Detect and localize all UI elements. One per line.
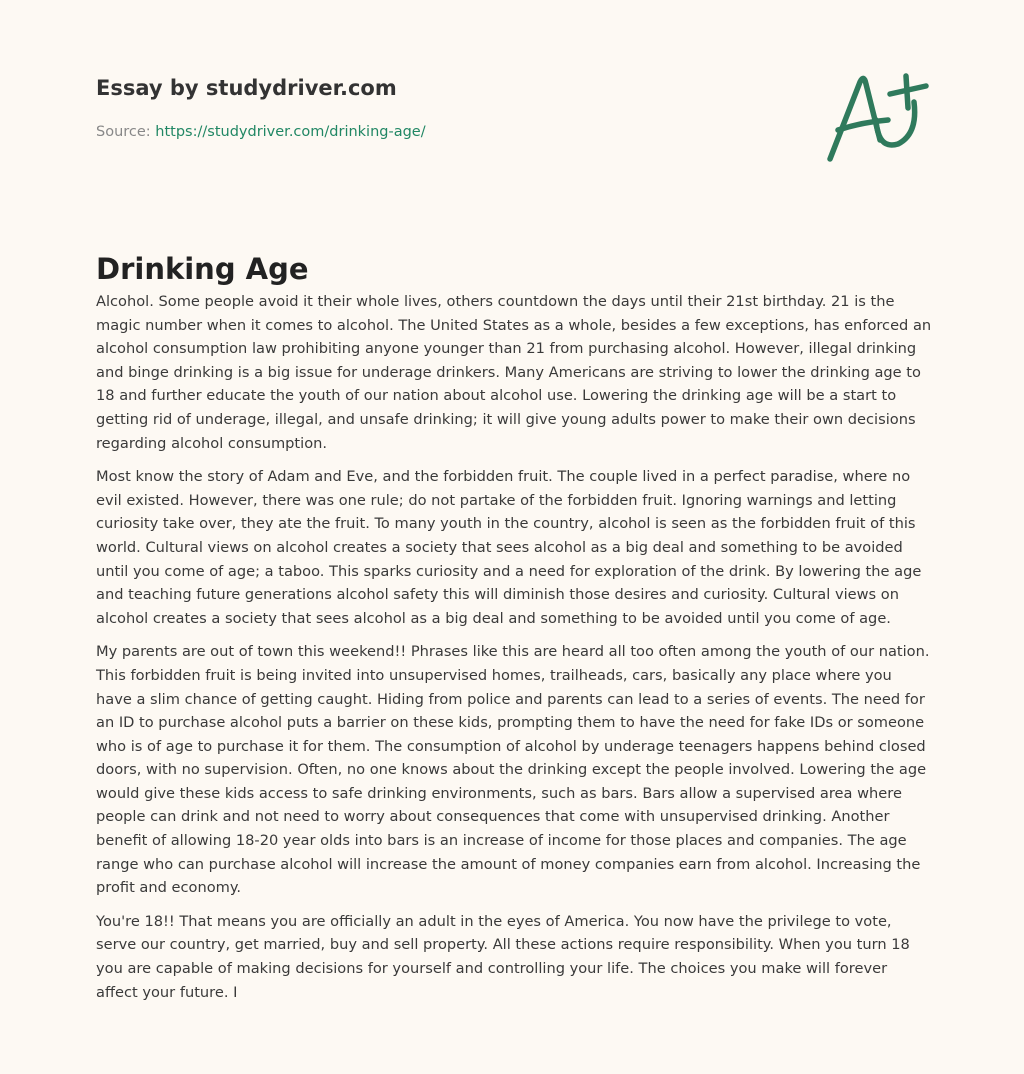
brand-title: Essay by studydriver.com <box>96 76 397 100</box>
a-plus-logo-icon <box>818 62 933 167</box>
essay-body <box>96 290 932 1014</box>
essay-paragraph: Alcohol. Some people avoid it their whole lives, others countdown the days until their 21st birthday. 21 is the magic number when it comes to alcohol. The United States as a whole, besides a few exceptions, has enforced an alcohol consumption law prohibiting anyone younger than 21 from purchasing alcohol. However, illegal drinking and binge drinking is a big issue for underage drinkers. Many Americans are striving to lower the drinking age to 18 and further educate the youth of our nation about alcohol use. Lowering the drinking age will be a start to getting rid of underage, illegal, and unsafe drinking; it will give young adults power to make their own decisions regarding alcohol consumption. <box>96 293 932 452</box>
site-header <box>96 76 397 100</box>
source-link[interactable]: https://studydriver.com/drinking-age/ <box>155 124 426 140</box>
source-line <box>96 124 426 140</box>
essay-title: Drinking Age <box>96 252 309 286</box>
essay-paragraph: Most know the story of Adam and Eve, and the forbidden fruit. The couple lived in a perfect paradise, where no evil existed. However, there was one rule; do not partake of the forbidden fruit. Ignoring warnings and letting curiosity take over, they ate the fruit. To many youth in the country, alcohol is seen as the forbidden fruit of this world. Cultural views on alcohol creates a society that sees alcohol as a big deal and something to be avoided until you come of age; a taboo. This sparks curiosity and a need for exploration of the drink. By lowering the age and teaching future generations alcohol safety this will diminish those desires and curiosity. Cultural views on alcohol creates a society that sees alcohol as a big deal and something to be avoided until you come of age. <box>96 468 922 627</box>
essay-paragraph: You're 18!! That means you are officially an adult in the eyes of America. You now have the privilege to vote, serve our country, get married, buy and sell property. All these actions require responsibility. When you turn 18 you are capable of making decisions for yourself and controlling your life. The choices you make will forever affect your future. I <box>96 912 910 1001</box>
essay-paragraph: My parents are out of town this weekend!! Phrases like this are heard all too often among the youth of our nation. This forbidden fruit is being invited into unsupervised homes, trailheads, cars, basically any place where you have a slim chance of getting caught. Hiding from police and parents can lead to a series of events. The need for an ID to purchase alcohol puts a barrier on these kids, prompting them to have the need for fake IDs or someone who is of age to purchase it for them. The consumption of alcohol by underage teenagers happens behind closed doors, with no supervision. Often, no one knows about the drinking except the people involved. Lowering the age would give these kids access to safe drinking environments, such as bars. Bars allow a supervised area where people can drink and not need to worry about consequences that come with unsupervised drinking. Another benefit of allowing 18-20 year olds into bars is an increase of income for those places and companies. The age range who can purchase alcohol will increase the amount of money companies earn from alcohol. Increasing the profit and economy. <box>96 643 930 897</box>
source-label: Source: <box>96 124 151 140</box>
